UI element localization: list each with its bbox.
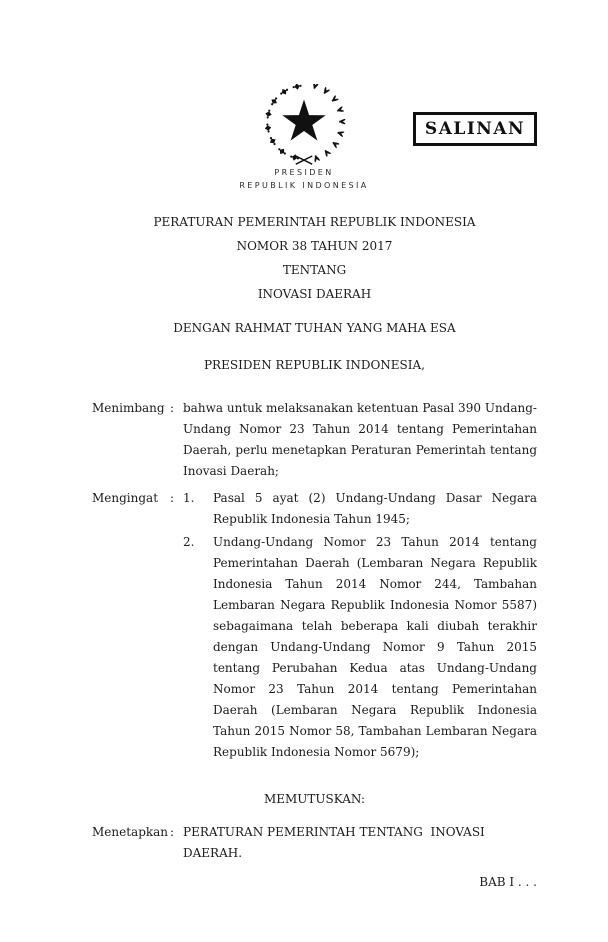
title-line-number: NOMOR 38 TAHUN 2017 — [236, 239, 393, 253]
list-item-number: 2. — [183, 535, 195, 549]
menetapkan-label: Menetapkan — [92, 825, 169, 839]
list-item — [183, 488, 537, 530]
list-item — [183, 532, 537, 763]
mengingat-label: Mengingat — [92, 491, 159, 505]
menetapkan-section — [92, 822, 537, 864]
page-catchword: BAB I . . . — [479, 875, 537, 889]
list-item-text: Undang-Undang Nomor 23 Tahun 2014 tentang Pemerintahan Daerah (Lembaran Negara Republik Indonesia Tahun 2014 Nomor 244, Tambahan Lembaran Negara Republik Indonesia Nomor 5587) sebagaimana telah beberapa kali diubah terakhir dengan Undang-Undang Nomor 9 Tahun 2015 tentang Perubahan Kedua atas Undang-Undang Nomor 23 Tahun 2014 tentang Pemerintahan Daerah (Lembaran Negara Republik Indonesia Tahun 2015 Nomor 58, Tambahan Lembaran Negara Republik Indonesia Nomor 5679); — [213, 535, 537, 759]
star-icon — [282, 99, 325, 140]
salinan-stamp-label: SALINAN — [424, 119, 526, 139]
menetapkan-colon: : — [170, 825, 175, 839]
title-line-tentang: TENTANG — [282, 263, 347, 277]
memutuskan-line: MEMUTUSKAN: — [263, 792, 366, 806]
authority-line: PRESIDEN REPUBLIK INDONESIA, — [203, 358, 425, 372]
regulation-title — [92, 210, 537, 306]
mengingat-colon: : — [170, 491, 175, 505]
list-item-text: Pasal 5 ayat (2) Undang-Undang Dasar Negara Republik Indonesia Tahun 1945; — [213, 491, 537, 526]
invocation-line: DENGAN RAHMAT TUHAN YANG MAHA ESA — [173, 321, 456, 335]
menimbang-text: bahwa untuk melaksanakan ketentuan Pasal 390 Undang-Undang Nomor 23 Tahun 2014 tentang Pemerintahan Daerah, perlu menetapkan Peraturan Pemerintah tentang Inovasi Daerah; — [183, 401, 537, 478]
title-line-subject: INOVASI DAERAH — [257, 287, 372, 301]
document-body — [92, 210, 537, 893]
wreath-stems — [296, 156, 312, 164]
mengingat-list — [183, 488, 537, 763]
wreath-right-grain — [311, 84, 346, 163]
title-line-1: PERATURAN PEMERINTAH REPUBLIK INDONESIA — [153, 215, 476, 229]
list-item-number: 1. — [183, 491, 195, 505]
letterhead — [0, 84, 608, 192]
menimbang-colon: : — [170, 401, 175, 415]
menimbang-section — [92, 398, 537, 482]
letterhead-presiden: PRESIDEN — [274, 168, 334, 177]
presidential-star-wreath-emblem-icon — [256, 84, 352, 166]
menimbang-label: Menimbang — [92, 401, 165, 415]
menetapkan-text: PERATURAN PEMERINTAH TENTANG INOVASI DAERAH. — [183, 825, 489, 860]
mengingat-section — [92, 488, 537, 763]
letterhead-republik-indonesia: REPUBLIK INDONESIA — [239, 181, 369, 190]
